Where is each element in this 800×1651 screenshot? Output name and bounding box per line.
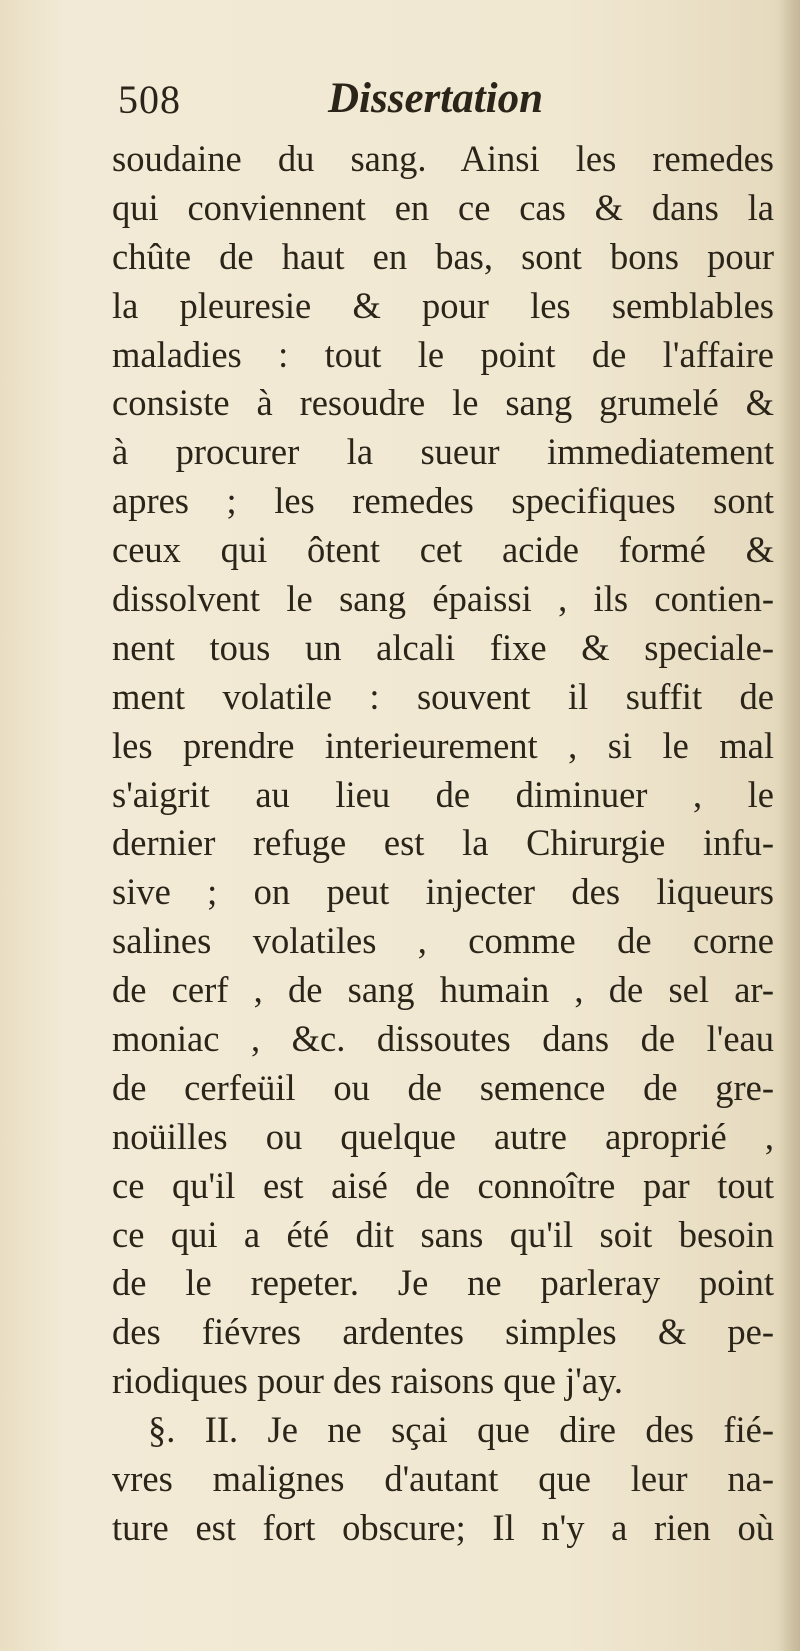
page-edge-shadow xyxy=(778,0,800,1651)
text-line: noüilles ou quelque autre aproprié , xyxy=(112,1115,774,1157)
running-head: Dissertation xyxy=(328,75,544,122)
text-line: apres ; les remedes specifiques sont xyxy=(112,480,774,522)
text-line: de le repeter. Je ne parleray point xyxy=(112,1262,774,1304)
text-line: de cerf , de sang humain , de sel ar- xyxy=(112,969,774,1011)
text-line: ce qui a été dit sans qu'il soit besoin xyxy=(112,1213,774,1255)
text-line: moniac , &c. dissoutes dans de l'eau xyxy=(112,1018,774,1060)
text-line: salines volatiles , comme de corne xyxy=(112,920,774,962)
text-line: ce qu'il est aisé de connoître par tout xyxy=(112,1164,774,1206)
text-line: chûte de haut en bas, sont bons pour xyxy=(112,235,774,277)
text-line: §. II. Je ne sçai que dire des fié- xyxy=(148,1409,774,1451)
text-line: ture est fort obscure; Il n'y a rien où xyxy=(112,1506,774,1548)
text-line: dernier refuge est la Chirurgie infu- xyxy=(112,822,774,864)
text-line: nent tous un alcali fixe & speciale- xyxy=(112,626,774,668)
text-line: la pleuresie & pour les semblables xyxy=(112,284,774,326)
text-line: ment volatile : souvent il suffit de xyxy=(112,675,774,717)
text-line: ceux qui ôtent cet acide formé & xyxy=(112,529,774,571)
text-line: vres malignes d'autant que leur na- xyxy=(112,1458,774,1500)
text-line: à procurer la sueur immediatement xyxy=(112,431,774,473)
page-number: 508 xyxy=(118,77,181,122)
text-line: soudaine du sang. Ainsi les remedes xyxy=(112,138,774,179)
text-line: les prendre interieurement , si le mal xyxy=(112,724,774,766)
text-line: des fiévres ardentes simples & pe- xyxy=(112,1311,774,1353)
body-text xyxy=(112,135,774,1553)
text-line: consiste à resoudre le sang grumelé & xyxy=(112,382,774,424)
text-line: sive ; on peut injecter des liqueurs xyxy=(112,871,774,913)
text-line: maladies : tout le point de l'affaire xyxy=(112,333,774,375)
text-line: riodiques pour des raisons que j'ay. xyxy=(112,1360,624,1402)
page-header xyxy=(118,76,738,136)
text-line: qui conviennent en ce cas & dans la xyxy=(112,186,774,228)
text-line: dissolvent le sang épaissi , ils contien- xyxy=(112,578,774,620)
text-line: s'aigrit au lieu de diminuer , le xyxy=(112,773,774,815)
text-line: de cerfeüil ou de semence de gre- xyxy=(112,1066,774,1108)
